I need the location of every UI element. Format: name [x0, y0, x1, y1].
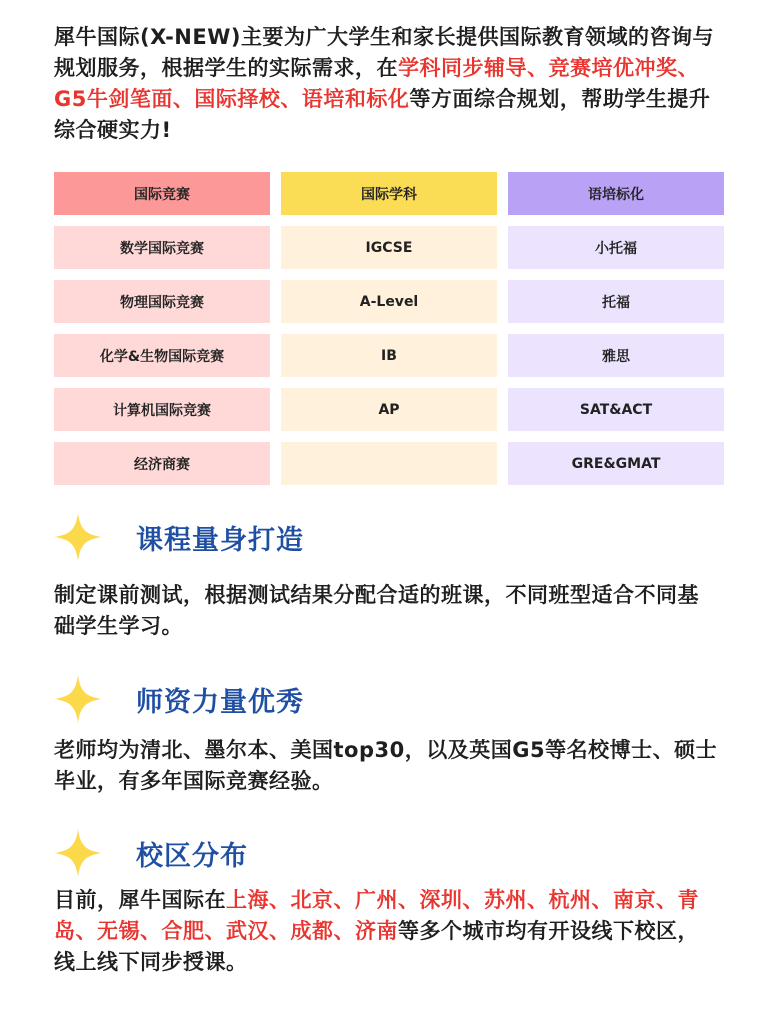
table-cell: 经济商赛 — [54, 442, 270, 485]
table-row — [54, 280, 712, 323]
section-body-campus — [54, 885, 718, 978]
table-cell: 化学&生物国际竞赛 — [54, 334, 270, 377]
intro-text-2: 等方面综合规划，帮助学生提升综合硬实力! — [54, 87, 711, 142]
table-cell: 托福 — [508, 280, 724, 323]
table-cell: IGCSE — [281, 226, 497, 269]
section-title: 校区分布 — [136, 840, 248, 872]
table-cell: IB — [281, 334, 497, 377]
table-cell: GRE&GMAT — [508, 442, 724, 485]
table-cell: AP — [281, 388, 497, 431]
table-cell: 小托福 — [508, 226, 724, 269]
table-cell: 雅思 — [508, 334, 724, 377]
table-cell — [281, 442, 497, 485]
section-heading-course — [54, 510, 304, 564]
section-title: 师资力量优秀 — [136, 686, 304, 718]
campus-text-post: 等多个城市均有开设线下校区，线上线下同步授课。 — [54, 919, 699, 974]
sparkle-star-icon — [54, 513, 102, 561]
sparkle-star-icon — [54, 675, 102, 723]
section-title: 课程量身打造 — [136, 524, 304, 556]
table-header-row — [54, 172, 712, 215]
section-body-course: 制定课前测试，根据测试结果分配合适的班课，不同班型适合不同基础学生学习。 — [54, 583, 699, 638]
header-language-tests: 语培标化 — [508, 172, 724, 215]
table-row — [54, 388, 712, 431]
table-cell: A-Level — [281, 280, 497, 323]
sparkle-star-icon — [54, 829, 102, 877]
campus-text-pre: 目前，犀牛国际在 — [54, 888, 226, 912]
intro-text-1: 犀牛国际(X-NEW)主要为广大学生和家长提供国际教育领域的咨询与规划服务，根据学生的实际需求，在 — [54, 25, 714, 80]
header-international-subjects: 国际学科 — [281, 172, 497, 215]
intro-highlight: 学科同步辅导、竞赛培优冲奖、G5牛剑笔面、国际择校、语培和标化 — [54, 56, 699, 111]
table-cell: 数学国际竞赛 — [54, 226, 270, 269]
table-cell: 计算机国际竞赛 — [54, 388, 270, 431]
table-row — [54, 334, 712, 377]
intro-paragraph — [54, 22, 718, 146]
header-international-competition: 国际竞赛 — [54, 172, 270, 215]
table-row — [54, 442, 712, 485]
section-heading-campus — [54, 826, 248, 880]
campus-city-list: 上海、北京、广州、深圳、苏州、杭州、南京、青岛、无锡、合肥、武汉、成都、济南 — [54, 888, 699, 943]
program-table — [54, 172, 712, 496]
table-cell: 物理国际竞赛 — [54, 280, 270, 323]
table-cell: SAT&ACT — [508, 388, 724, 431]
section-body-teachers: 老师均为清北、墨尔本、美国top30，以及英国G5等名校博士、硕士毕业，有多年国际竞赛经验。 — [54, 738, 718, 793]
section-heading-teachers — [54, 672, 304, 726]
table-row — [54, 226, 712, 269]
